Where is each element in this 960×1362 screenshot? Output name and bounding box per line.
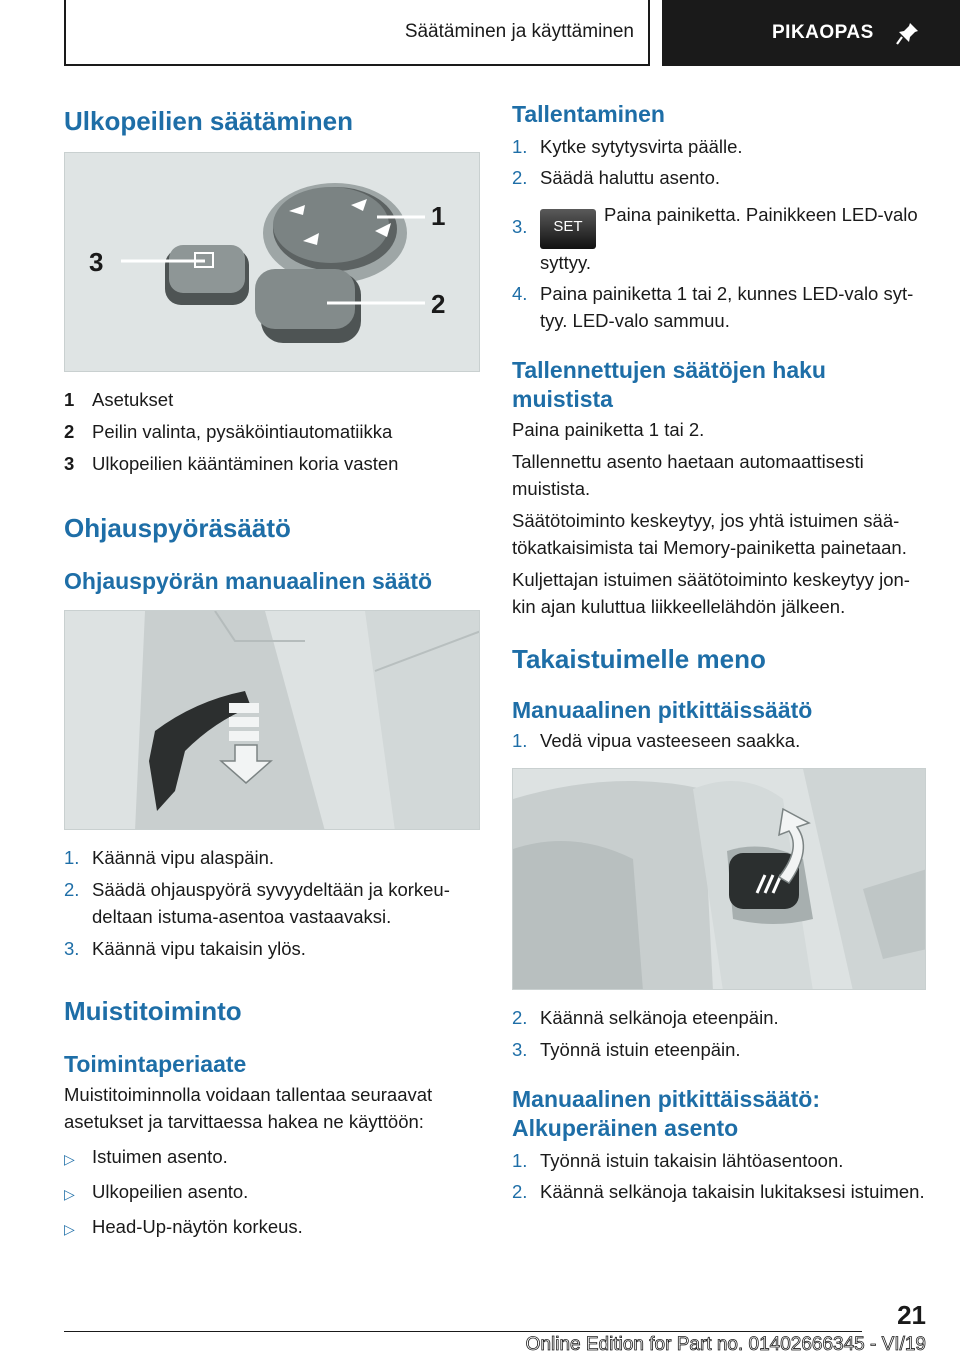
- steering-steps: [64, 844, 480, 962]
- list-item: 2. Käännä selkänoja takaisin lukitaksesi istuimen.: [512, 1181, 925, 1202]
- callout-2: 2: [431, 289, 446, 319]
- mirror-legend: [64, 386, 480, 477]
- list-item: 2 Peilin valinta, pysäköintiautomatiikka: [64, 421, 393, 442]
- heading-manual-orig: Manuaalinen pitkittäissäätö: Alkuperäinen asento: [512, 1086, 821, 1141]
- pin-icon: [896, 21, 920, 45]
- principle-list: [64, 1143, 480, 1243]
- list-item: ▷ Head-Up-näytön korkeus.: [64, 1213, 480, 1243]
- header-tab: [662, 0, 960, 66]
- heading-mirrors: Ulkopeilien säätäminen: [64, 106, 353, 136]
- tab-label: PIKAOPAS: [772, 22, 874, 43]
- right-column: [512, 100, 926, 1205]
- page-number: 21: [897, 1300, 926, 1330]
- list-item: ▷ Istuimen asento.: [64, 1143, 480, 1173]
- recall-para: Kuljettajan istuimen säätötoiminto keskeytyy jonkin ajan kuluttua liikkeellelähdön jälkeen.: [512, 569, 910, 617]
- seat-lever-illustration: [512, 768, 926, 990]
- mirror-switch-illustration: [64, 152, 480, 372]
- set-button-icon: SET: [540, 209, 596, 249]
- triangle-bullet-icon: ▷: [64, 1221, 75, 1237]
- list-item: 3. SETPaina painiketta. Painikkeen LED-valo syttyy.: [512, 204, 918, 273]
- principle-text: Muistitoiminnolla voidaan tallentaa seuraavat asetukset ja tarvittaessa hakea ne käyttöön:: [64, 1084, 433, 1132]
- list-item: 3. Työnnä istuin eteenpäin.: [512, 1039, 741, 1060]
- heading-save: Tallentaminen: [512, 101, 665, 127]
- recall-para: Tallennettu asento haetaan automaattisesti muistista.: [512, 451, 864, 499]
- triangle-bullet-icon: ▷: [64, 1151, 75, 1167]
- triangle-bullet-icon: ▷: [64, 1186, 75, 1202]
- callout-1: 1: [431, 201, 446, 231]
- header-section: [64, 0, 650, 66]
- manual-steps: [512, 1004, 926, 1063]
- list-item: 1. Kytke sytytysvirta päälle.: [512, 136, 743, 157]
- footer-divider: [64, 1331, 862, 1332]
- heading-rear: Takaistuimelle meno: [512, 644, 766, 674]
- left-column: [64, 100, 480, 1243]
- edition-text: Online Edition for Part no. 01402666345 - VI/19: [525, 1334, 926, 1355]
- list-item: 3 Ulkopeilien kääntäminen koria vasten: [64, 453, 399, 474]
- callout-3: 3: [89, 247, 104, 277]
- recall-para: Säätötoiminto keskeytyy, jos yhtä istuimen säätökatkaisimista tai Memory-painiketta painetaan.: [512, 510, 907, 558]
- heading-steering-manual: Ohjauspyörän manuaalinen säätö: [64, 568, 433, 594]
- heading-recall: Tallennettujen säätöjen haku muistista: [512, 357, 826, 412]
- list-item: 2. Käännä selkänoja eteenpäin.: [512, 1007, 779, 1028]
- recall-para: Paina painiketta 1 tai 2.: [512, 419, 705, 440]
- save-steps: [512, 133, 926, 334]
- heading-steering: Ohjauspyöräsäätö: [64, 513, 291, 543]
- orig-steps: [512, 1147, 926, 1205]
- list-item: 3. Käännä vipu takaisin ylös.: [64, 938, 306, 959]
- heading-manual-long: Manuaalinen pitkittäissäätö: [512, 697, 813, 723]
- list-item: ▷ Ulkopeilien asento.: [64, 1178, 480, 1208]
- list-item: 2. Säädä ohjauspyörä syvyydeltään ja korkeudeltaan istuma-asentoa vastaavaksi.: [64, 879, 450, 927]
- list-item: 4. Paina painiketta 1 tai 2, kunnes LED-valo syttyy. LED-valo sammuu.: [512, 283, 914, 331]
- list-item: 1. Työnnä istuin takaisin lähtöasentoon.: [512, 1150, 844, 1171]
- list-item: 1. Käännä vipu alaspäin.: [64, 847, 275, 868]
- heading-principle: Toimintaperiaate: [64, 1051, 247, 1077]
- heading-memory: Muistitoiminto: [64, 996, 242, 1026]
- list-item: 1. Vedä vipua vasteeseen saakka.: [512, 730, 801, 751]
- manual-step-1: [512, 727, 926, 754]
- steering-lever-illustration: [64, 610, 480, 830]
- section-title: Säätäminen ja käyttäminen: [404, 21, 634, 42]
- list-item: 2. Säädä haluttu asento.: [512, 167, 721, 188]
- list-item: 1 Asetukset: [64, 389, 174, 410]
